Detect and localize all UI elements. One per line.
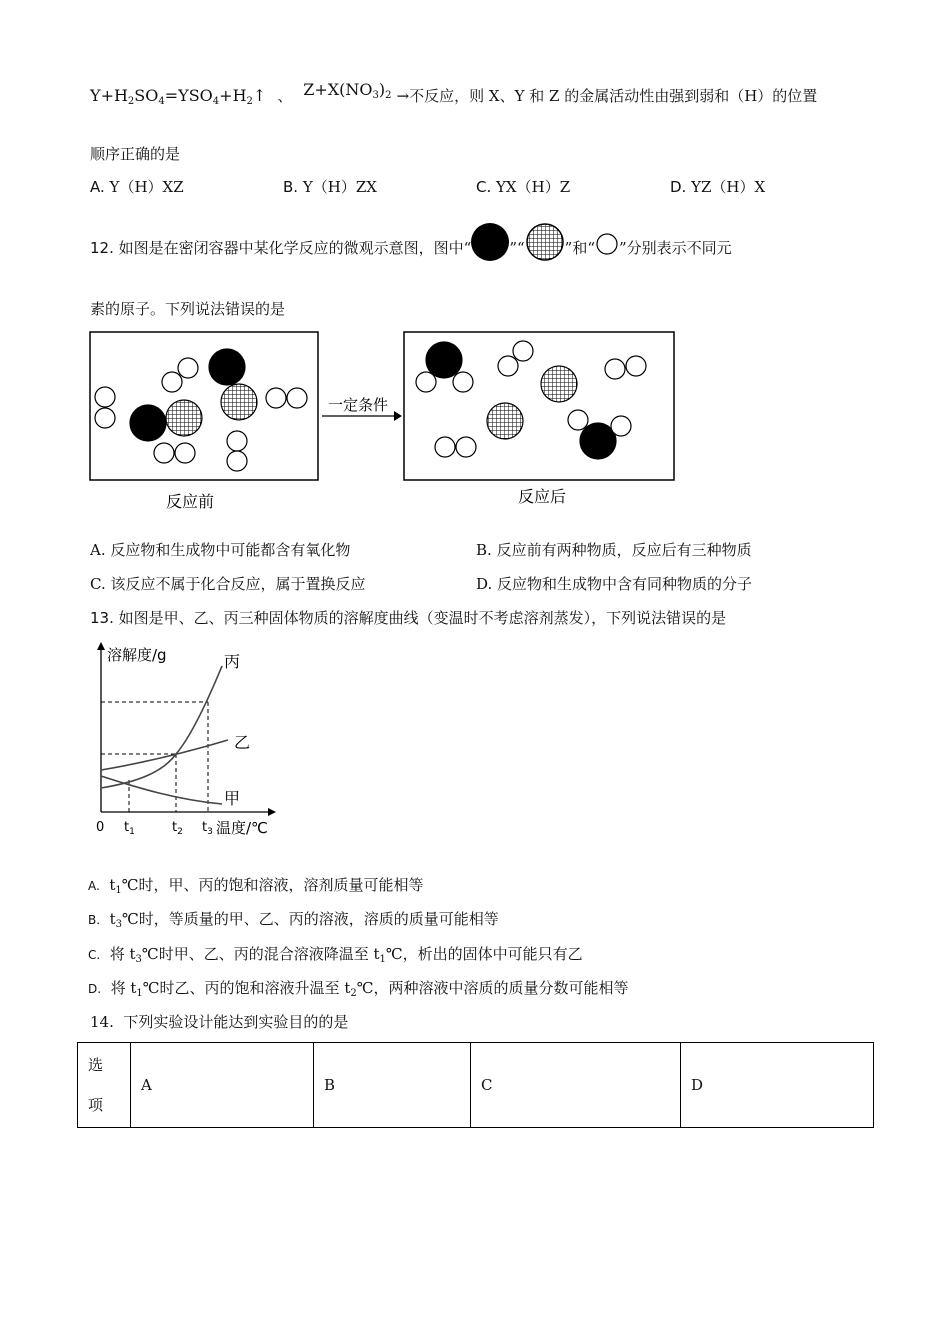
after-molecules: [416, 341, 646, 459]
white-atom-icon: [595, 232, 619, 256]
before-label: 反应前: [166, 492, 215, 511]
q12-option-d: D. 反应物和生成物中含有同种物质的分子: [476, 575, 753, 593]
q13-stem: 13. 如图是甲、乙、丙三种固体物质的溶解度曲线（变温时不考虑溶剂蒸发），下列说法错误的是: [90, 609, 727, 627]
q13-option-c: C. 将 $t_3℃$时甲、乙、丙的混合溶液降温至 $t_1℃$，析出的固体中可能只有乙: [88, 945, 583, 965]
q11-line2: 顺序正确的是: [90, 145, 181, 163]
x-axis-label: 温度/℃: [216, 819, 268, 837]
separator: 、: [277, 87, 293, 105]
curve-label-bing: 丙: [224, 652, 241, 671]
q11-option-b: B. Y（H）ZX: [283, 178, 377, 196]
q11-equation-line: [90, 80, 818, 112]
black-atom-icon: [471, 223, 509, 261]
header-d: D: [681, 1043, 874, 1128]
q12-option-c: C. 该反应不属于化合反应，属于置换反应: [90, 575, 366, 593]
y-axis-arrow: [97, 642, 105, 650]
q11-option-d: D. YZ（H）X: [670, 178, 766, 196]
q13-option-a: A. $t_1℃$时，甲、丙的饱和溶液，溶剂质量可能相等: [88, 876, 424, 896]
header-b: B: [314, 1043, 471, 1128]
eq1: $Y+H_2SO_4=YSO_4+H_2↑$: [90, 86, 267, 107]
reaction-arrow-head: [394, 411, 402, 421]
hatched-atom-icon: [525, 222, 565, 262]
q14-table: [77, 1042, 874, 1128]
curve-bing: [101, 666, 222, 788]
tick-t1: $t_1$: [124, 820, 135, 837]
q14-stem: 14. 下列实验设计能达到实验目的的是: [90, 1013, 349, 1031]
q12-option-a: A. 反应物和生成物中可能都含有氧化物: [90, 541, 351, 559]
curve-jia: [101, 776, 222, 804]
q12-option-b: B. 反应前有两种物质，反应后有三种物质: [476, 541, 752, 559]
x-axis-arrow: [268, 808, 276, 816]
guide-lines: [101, 702, 208, 812]
origin-label: 0: [96, 820, 105, 835]
curve-label-yi: 乙: [234, 733, 251, 752]
before-molecules: [95, 349, 307, 471]
tick-t3: $t_3$: [202, 820, 213, 837]
table-row: [78, 1043, 874, 1128]
q12-stem-line2: 素的原子。下列说法错误的是: [90, 300, 286, 318]
q13-option-d: D. 将 $t_1℃$时乙、丙的饱和溶液升温至 $t_2℃$，两种溶液中溶质的质量分数可能相等: [88, 979, 629, 999]
header-c: C: [471, 1043, 681, 1128]
eq2: $Z+X(NO_3)_2$: [303, 80, 392, 101]
tick-t2: $t_2$: [172, 820, 183, 837]
header-a: A: [131, 1043, 314, 1128]
q11-option-a: A. Y（H）XZ: [90, 178, 184, 196]
reaction-diagram: [88, 330, 688, 516]
after-label: 反应后: [518, 487, 567, 506]
y-axis-label: 溶解度/g: [107, 646, 167, 664]
q13-option-b: B. $t_3℃$时，等质量的甲、乙、丙的溶液，溶质的质量可能相等: [88, 910, 499, 930]
q11-arrow-text: →不反应，则 X、Y 和 Z 的金属活动性由强到弱和（H）的位置: [396, 87, 818, 105]
q12-stem-line1: 12. 如图是在密闭容器中某化学反应的微观示意图，图中“ ”“ ”和“ ”分别表示不同元: [90, 236, 732, 262]
solubility-chart: [88, 640, 288, 840]
before-box: [90, 332, 318, 480]
curve-label-jia: 甲: [224, 789, 241, 808]
q11-option-c: C. YX（H）Z: [476, 178, 571, 196]
arrow-label: 一定条件: [328, 396, 389, 414]
header-option-cell: 选 项: [78, 1043, 131, 1128]
